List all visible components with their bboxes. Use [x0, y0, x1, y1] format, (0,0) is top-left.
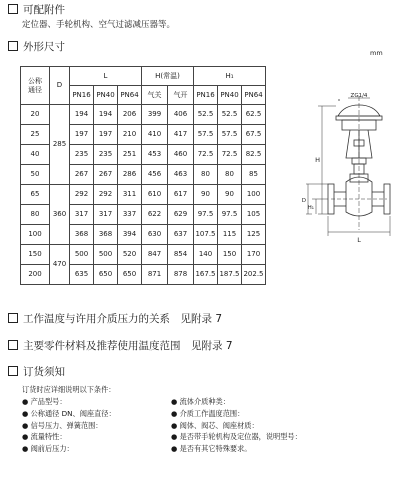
section-dimensions: [8, 41, 65, 53]
dim-h-label: H: [315, 156, 320, 164]
cell: 286: [118, 165, 142, 185]
header-air-open: 气开: [168, 86, 194, 105]
cell-d: 360: [50, 185, 70, 245]
cell-dn: 100: [21, 225, 50, 245]
unit-label: mm: [370, 49, 383, 57]
cell: 90: [218, 185, 242, 205]
cell: 67.5: [242, 125, 266, 145]
cell: 406: [168, 105, 194, 125]
cell: 617: [168, 185, 194, 205]
cell-dn: 40: [21, 145, 50, 165]
cell: 292: [94, 185, 118, 205]
cell-dn: 25: [21, 125, 50, 145]
section-temperature: [8, 313, 222, 325]
list-item: ● 阀前后压力：: [22, 444, 74, 454]
cell: 456: [142, 165, 168, 185]
dim-l-label: L: [357, 236, 361, 244]
section-materials-title: 主要零件材料及推荐使用温度范围 见附录 7: [23, 340, 233, 352]
ordering-list-left: [22, 396, 116, 455]
cell: 854: [168, 245, 194, 265]
cell: 100: [242, 185, 266, 205]
table-row: [21, 105, 266, 125]
header-pn64: PN64: [118, 86, 142, 105]
list-item: ● 产品型号：: [22, 397, 67, 406]
cell: 311: [118, 185, 142, 205]
square-bullet-icon: [8, 313, 18, 323]
cell: 72.5: [218, 145, 242, 165]
cell-dn: 20: [21, 105, 50, 125]
dim-h1-label: H₁: [307, 205, 314, 211]
cell: 206: [118, 105, 142, 125]
cell: 52.5: [218, 105, 242, 125]
cell: 235: [94, 145, 118, 165]
section-accessories-title: 可配附件: [23, 4, 65, 16]
accessories-text: 定位器、手轮机构、空气过滤减压器等。: [22, 20, 176, 30]
section-accessories: [8, 4, 65, 16]
cell: 90: [194, 185, 218, 205]
cell: 417: [168, 125, 194, 145]
cell: 629: [168, 205, 194, 225]
cell: 97.5: [218, 205, 242, 225]
cell: 187.5: [218, 265, 242, 285]
cell: 368: [70, 225, 94, 245]
cell: 97.5: [194, 205, 218, 225]
cell: 194: [70, 105, 94, 125]
cell: 871: [142, 265, 168, 285]
list-item: ● 介质工作温度范围：: [171, 408, 245, 418]
header-pn40: PN40: [94, 86, 118, 105]
cell-dn: 150: [21, 245, 50, 265]
header-air-close: 气关: [142, 86, 168, 105]
section-materials: [8, 340, 233, 352]
cell: 399: [142, 105, 168, 125]
cell: 85: [242, 165, 266, 185]
cell-dn: 80: [21, 205, 50, 225]
table-row: [21, 245, 266, 265]
cell: 500: [70, 245, 94, 265]
cell: 202.5: [242, 265, 266, 285]
cell: 62.5: [242, 105, 266, 125]
cell: 140: [194, 245, 218, 265]
cell: 170: [242, 245, 266, 265]
cell: 500: [94, 245, 118, 265]
ordering-intro: 订货时应详细说明以下条件：: [22, 385, 116, 394]
list-item: ● 流体介质种类：: [171, 397, 230, 406]
cell: 650: [118, 265, 142, 285]
cell: 368: [94, 225, 118, 245]
cell: 194: [94, 105, 118, 125]
cell: 167.5: [194, 265, 218, 285]
section-ordering: [8, 366, 65, 378]
cell: 635: [70, 265, 94, 285]
cell: 637: [168, 225, 194, 245]
cell: 453: [142, 145, 168, 165]
cell-dn: 200: [21, 265, 50, 285]
cell: 105: [242, 205, 266, 225]
cell: 878: [168, 265, 194, 285]
cell: 520: [118, 245, 142, 265]
cell: 630: [142, 225, 168, 245]
cell: 235: [70, 145, 94, 165]
cell: 650: [94, 265, 118, 285]
cell: 460: [168, 145, 194, 165]
section-dimensions-title: 外形尺寸: [23, 41, 65, 53]
square-bullet-icon: [8, 41, 18, 51]
header-h1-pn64: PN64: [242, 86, 266, 105]
cell: 210: [118, 125, 142, 145]
cell-d: 470: [50, 245, 70, 285]
dim-d-label: D: [301, 198, 306, 204]
list-item: ● 流量特性：: [22, 432, 67, 442]
valve-dimension-drawing: [298, 92, 414, 268]
header-h: H(常温): [142, 67, 194, 86]
cell: 125: [242, 225, 266, 245]
list-item: ● 是否带手轮机构及定位器，说明型号：: [171, 432, 302, 442]
header-d: D: [50, 67, 70, 105]
cell: 115: [218, 225, 242, 245]
dim-zg-label: ZG1/4: [350, 93, 368, 99]
dimensions-table: [20, 66, 266, 285]
cell: 197: [94, 125, 118, 145]
cell: 80: [218, 165, 242, 185]
cell: 267: [70, 165, 94, 185]
list-item: ● 信号压力、弹簧范围：: [22, 420, 103, 430]
header-h1-pn40: PN40: [218, 86, 242, 105]
cell: 292: [70, 185, 94, 205]
cell: 847: [142, 245, 168, 265]
square-bullet-icon: [8, 340, 18, 350]
cell: 82.5: [242, 145, 266, 165]
list-item: ● 阀体、阀芯、阀座材质：: [171, 420, 259, 430]
section-ordering-title: 订货须知: [23, 366, 65, 378]
section-temperature-title: 工作温度与许用介质压力的关系 见附录 7: [23, 313, 223, 325]
header-l: L: [70, 67, 142, 86]
cell: 610: [142, 185, 168, 205]
cell: 463: [168, 165, 194, 185]
list-item: ● 是否有其它特殊要求。: [171, 444, 252, 454]
ordering-list-right: [171, 396, 302, 455]
cell: 251: [118, 145, 142, 165]
cell: 337: [118, 205, 142, 225]
square-bullet-icon: [8, 4, 18, 14]
cell: 57.5: [218, 125, 242, 145]
cell-d: 285: [50, 105, 70, 185]
header-pn16: PN16: [70, 86, 94, 105]
header-dn: 公称 通径: [21, 67, 50, 105]
cell: 317: [94, 205, 118, 225]
cell: 267: [94, 165, 118, 185]
cell: 622: [142, 205, 168, 225]
cell: 197: [70, 125, 94, 145]
cell: 107.5: [194, 225, 218, 245]
cell: 57.5: [194, 125, 218, 145]
table-row: [21, 185, 266, 205]
cell: 80: [194, 165, 218, 185]
cell: 317: [70, 205, 94, 225]
cell: 410: [142, 125, 168, 145]
header-h1: H₁: [194, 67, 266, 86]
square-bullet-icon: [8, 366, 18, 376]
header-h1-pn16: PN16: [194, 86, 218, 105]
cell-dn: 50: [21, 165, 50, 185]
cell: 72.5: [194, 145, 218, 165]
cell-dn: 65: [21, 185, 50, 205]
cell: 394: [118, 225, 142, 245]
list-item: ● 公称通径 DN、阀座直径：: [22, 408, 116, 418]
cell: 150: [218, 245, 242, 265]
cell: 52.5: [194, 105, 218, 125]
